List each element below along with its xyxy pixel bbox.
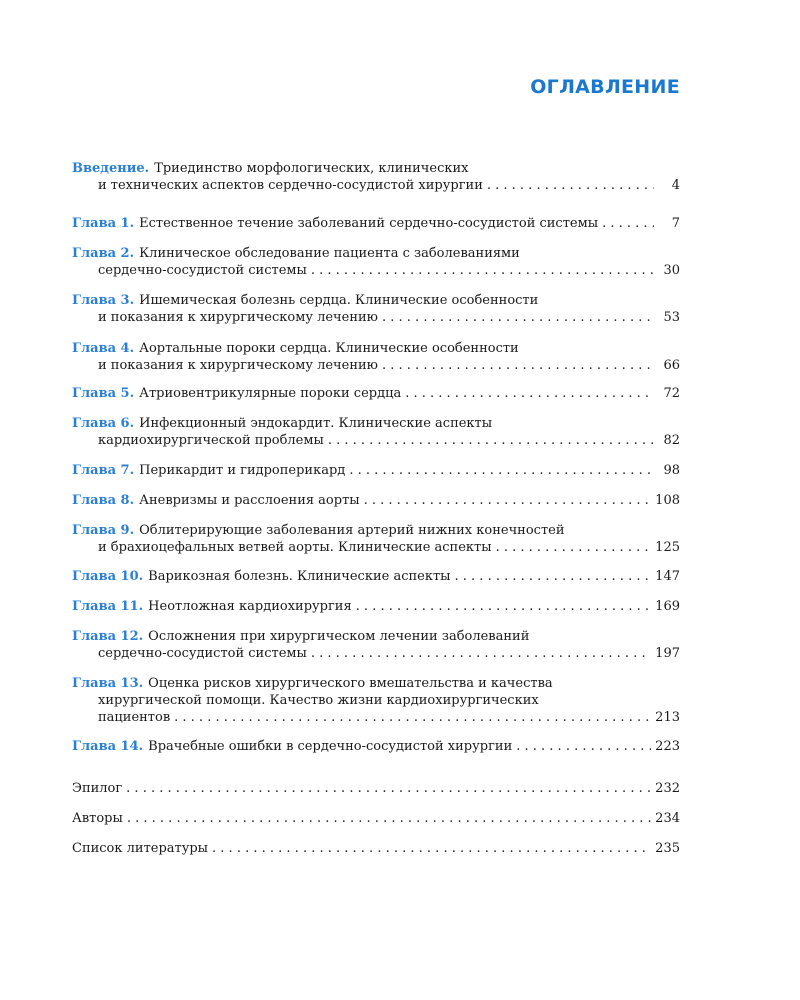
toc-label: Глава 11. [72, 599, 144, 614]
toc-line [72, 539, 680, 556]
toc-line [72, 309, 680, 326]
toc-text: Неотложная кардиохирургия [148, 599, 352, 614]
toc-line [72, 160, 680, 177]
toc-line [72, 645, 680, 662]
toc-entry [72, 415, 680, 449]
toc-label: Глава 4. [72, 341, 135, 356]
toc-text: Список литературы [72, 841, 209, 856]
toc-line [72, 262, 680, 279]
toc-line [72, 810, 680, 827]
toc-line [72, 292, 680, 309]
dot-leader [364, 492, 652, 509]
toc-text: и показания к хирургическому лечению [98, 310, 378, 325]
toc-line [72, 568, 680, 585]
toc-line [72, 692, 680, 709]
toc-page-number: 223 [655, 739, 680, 754]
toc-entry [72, 245, 680, 279]
dot-leader [311, 645, 651, 662]
toc-text: Перикардит и гидроперикард [139, 463, 346, 478]
toc-page-number: 53 [663, 310, 680, 325]
toc-label: Глава 7. [72, 463, 135, 478]
dot-leader [356, 598, 652, 615]
toc-entry [72, 522, 680, 556]
toc-line [72, 780, 680, 797]
toc-text: Эпилог [72, 781, 123, 796]
dot-leader [311, 262, 654, 279]
toc-text: Атриовентрикулярные пороки сердца [139, 386, 402, 401]
toc-back-matter-entry [72, 810, 680, 827]
toc-line [72, 492, 680, 509]
toc-text: и показания к хирургическому лечению [98, 358, 378, 373]
dot-leader [496, 539, 652, 556]
toc-page-number: 82 [663, 433, 680, 448]
toc-page-number: 234 [655, 811, 680, 826]
toc-line [72, 177, 680, 194]
toc-page-number: 30 [663, 263, 680, 278]
toc-page-number: 7 [671, 216, 680, 231]
toc-back-matter-entry [72, 840, 680, 857]
page-title: ОГЛАВЛЕНИЕ [530, 76, 680, 98]
toc-line [72, 245, 680, 262]
toc-label: Глава 1. [72, 216, 135, 231]
toc-label: Глава 14. [72, 739, 144, 754]
toc-label: Введение. [72, 161, 150, 176]
toc-page-number: 66 [663, 358, 680, 373]
toc-text: Врачебные ошибки в сердечно-сосудистой хирургии [148, 739, 513, 754]
toc-text: Естественное течение заболеваний сердечно-сосудистой системы [139, 216, 599, 231]
toc-entry [72, 675, 680, 726]
toc-entry [72, 598, 680, 615]
dot-leader [382, 309, 654, 326]
toc-label: Глава 5. [72, 386, 135, 401]
toc-page-number: 4 [671, 178, 680, 193]
toc-text: Оценка рисков хирургического вмешательства и качества [148, 676, 553, 691]
toc-text: Осложнения при хирургическом лечении заболеваний [148, 629, 530, 644]
toc-line [72, 462, 680, 479]
toc-line [72, 709, 680, 726]
toc-text: и брахиоцефальных ветвей аорты. Клинические аспекты [98, 540, 492, 555]
dot-leader [349, 462, 654, 479]
toc-line [72, 340, 680, 357]
toc-text: Клиническое обследование пациента с заболеваниями [139, 246, 520, 261]
toc-entry [72, 628, 680, 662]
toc-label: Глава 6. [72, 416, 135, 431]
toc-label: Глава 3. [72, 293, 135, 308]
dot-leader [126, 780, 651, 797]
toc-entry [72, 738, 680, 755]
dot-leader [405, 385, 654, 402]
toc-line [72, 415, 680, 432]
dot-leader [127, 810, 651, 827]
toc-back-matter-entry [72, 780, 680, 797]
dot-leader [382, 357, 654, 374]
toc-page-number: 169 [655, 599, 680, 614]
toc-label: Глава 9. [72, 523, 135, 538]
dot-leader [487, 177, 654, 194]
toc-text: Инфекционный эндокардит. Клинические аспекты [139, 416, 493, 431]
toc-text: и технических аспектов сердечно-сосудистой хирургии [98, 178, 483, 193]
toc-text: Аортальные пороки сердца. Клинические особенности [139, 341, 519, 356]
toc-label: Глава 2. [72, 246, 135, 261]
toc-entry [72, 492, 680, 509]
toc-line [72, 628, 680, 645]
toc-text: Ишемическая болезнь сердца. Клинические особенности [139, 293, 539, 308]
toc-page [72, 0, 680, 1000]
toc-line [72, 357, 680, 374]
toc-label: Глава 8. [72, 493, 135, 508]
toc-line [72, 840, 680, 857]
toc-entry [72, 292, 680, 326]
toc-page-number: 72 [663, 386, 680, 401]
toc-page-number: 98 [663, 463, 680, 478]
toc-line [72, 738, 680, 755]
dot-leader [174, 709, 651, 726]
toc-entry [72, 160, 680, 194]
dot-leader [602, 215, 654, 232]
toc-line [72, 522, 680, 539]
toc-text: хирургической помощи. Качество жизни кардиохирургических [98, 693, 539, 708]
toc-entry [72, 568, 680, 585]
toc-page-number: 232 [655, 781, 680, 796]
toc-page-number: 108 [655, 493, 680, 508]
toc-entry [72, 340, 680, 374]
toc-text: Варикозная болезнь. Клинические аспекты [148, 569, 451, 584]
toc-text: Триединство морфологических, клинических [154, 161, 469, 176]
toc-line [72, 385, 680, 402]
toc-text: Авторы [72, 811, 123, 826]
toc-entry [72, 462, 680, 479]
toc-line [72, 675, 680, 692]
toc-page-number: 147 [655, 569, 680, 584]
toc-line [72, 598, 680, 615]
toc-entry [72, 385, 680, 402]
toc-page-number: 235 [655, 841, 680, 856]
toc-label: Глава 12. [72, 629, 144, 644]
toc-text: сердечно-сосудистой системы [98, 646, 307, 661]
toc-entry [72, 215, 680, 232]
toc-text: сердечно-сосудистой системы [98, 263, 307, 278]
toc-page-number: 197 [655, 646, 680, 661]
dot-leader [455, 568, 652, 585]
toc-label: Глава 10. [72, 569, 144, 584]
toc-text: Облитерирующие заболевания артерий нижних конечностей [139, 523, 565, 538]
dot-leader [212, 840, 651, 857]
toc-text: кардиохирургической проблемы [98, 433, 324, 448]
toc-page-number: 213 [655, 710, 680, 725]
toc-page-number: 125 [655, 540, 680, 555]
dot-leader [516, 738, 651, 755]
toc-line [72, 215, 680, 232]
toc-label: Глава 13. [72, 676, 144, 691]
toc-line [72, 432, 680, 449]
toc-text: пациентов [98, 710, 171, 725]
toc-text: Аневризмы и расслоения аорты [139, 493, 360, 508]
dot-leader [328, 432, 654, 449]
